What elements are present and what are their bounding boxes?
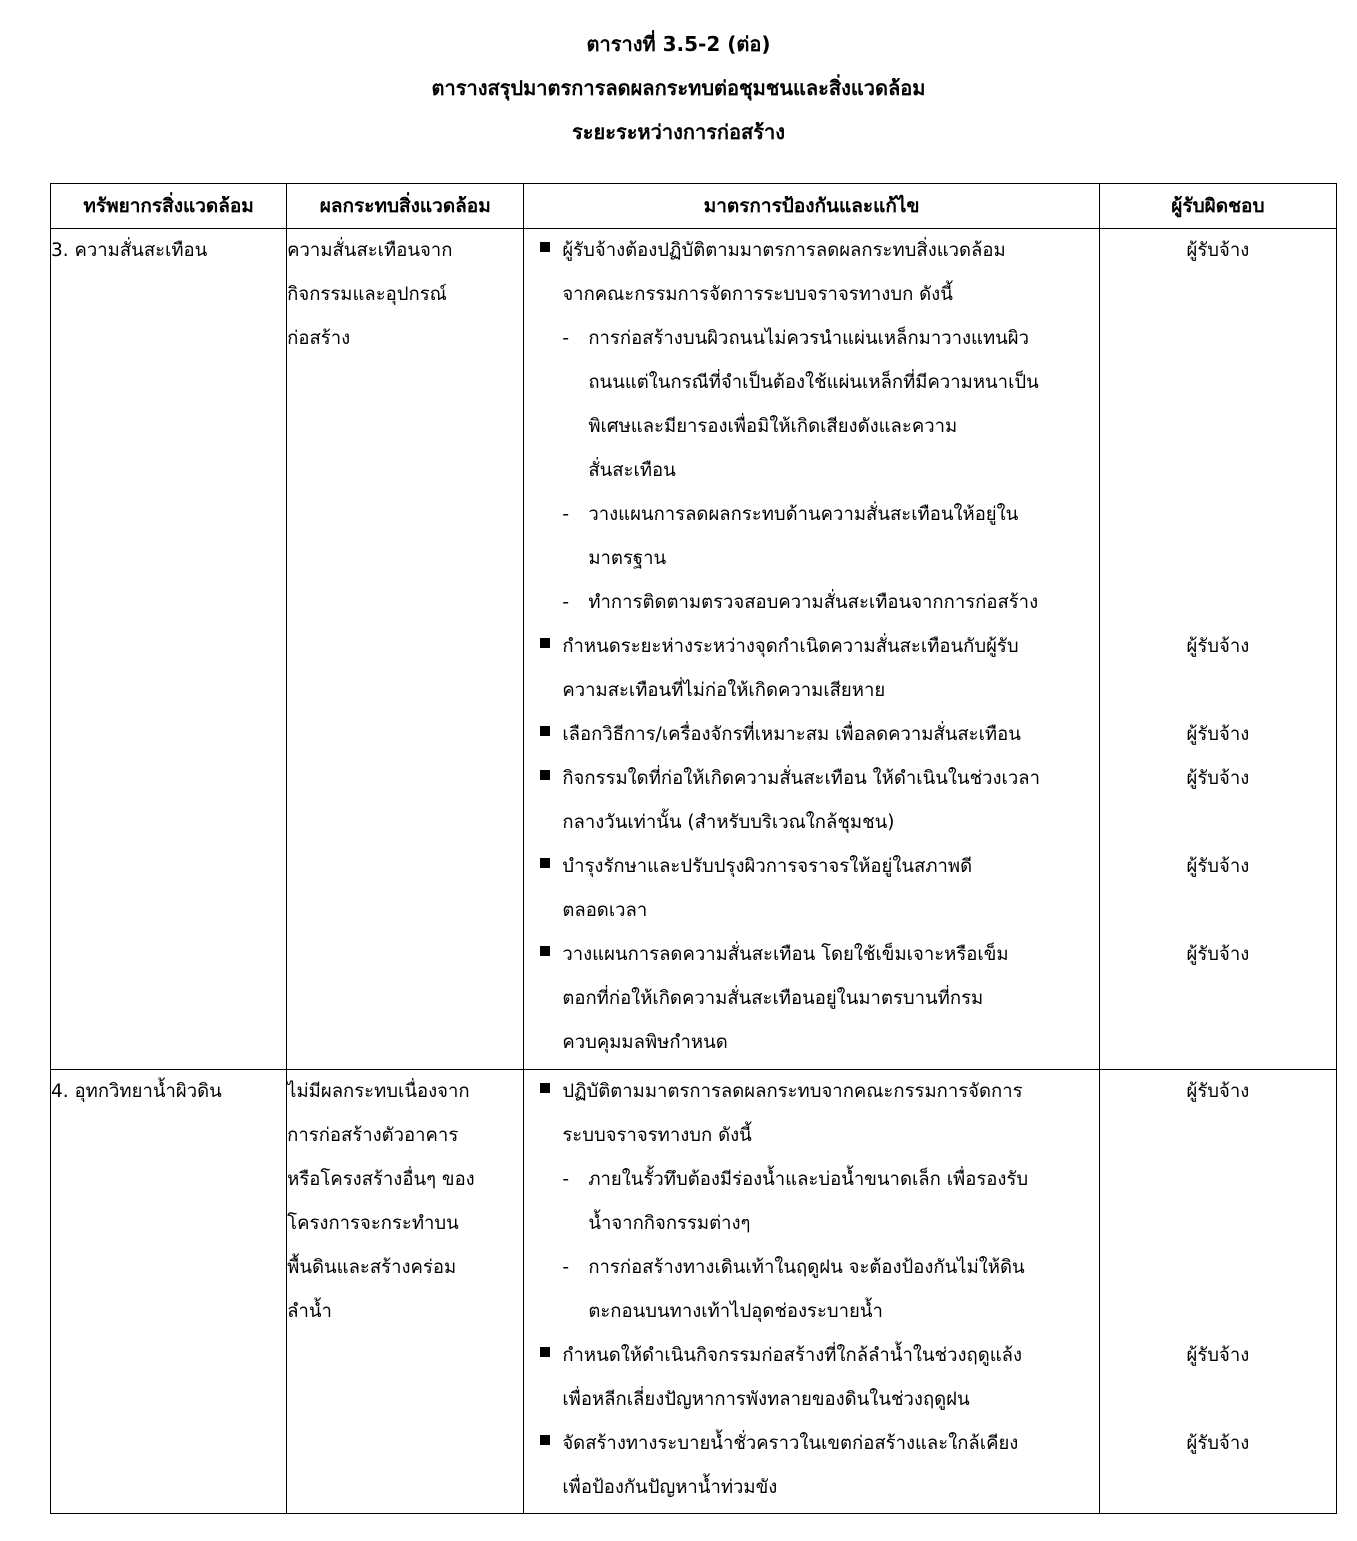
dash-bullet-icon: - — [562, 1257, 570, 1278]
measure-line: จัดสร้างทางระบายน้ำชั่วคราวในเขตก่อสร้างและใกล้เคียง — [562, 1433, 1019, 1454]
measure-line: ความสะเทือนที่ไม่ก่อให้เกิดความเสียหาย — [562, 680, 886, 701]
sub-measure-line: การก่อสร้างบนผิวถนนไม่ควรนำแผ่นเหล็กมาวางแทนผิว — [588, 328, 1030, 349]
sub-measure-line: วางแผนการลดผลกระทบด้านความสั่นสะเทือนให้อยู่ใน — [588, 504, 1019, 525]
impact-cell — [287, 229, 524, 1070]
sub-measure-line: ภายในรั้วทึบต้องมีร่องน้ำและบ่อน้ำขนาดเล็ก เพื่อรองรับ — [588, 1169, 1029, 1190]
table-row — [51, 1070, 1337, 1514]
measure-line: ตลอดเวลา — [562, 900, 648, 921]
table-row — [51, 229, 1337, 1070]
measures-table — [50, 183, 1337, 1514]
responsible-label: ผู้รับจ้าง — [1186, 1081, 1250, 1102]
square-bullet-icon — [540, 242, 550, 252]
header-responsible: ผู้รับผิดชอบ — [1099, 184, 1336, 229]
responsible-cell — [1099, 1070, 1336, 1514]
responsible-label: ผู้รับจ้าง — [1186, 1345, 1250, 1366]
square-bullet-icon — [540, 946, 550, 956]
table-title: ตารางสรุปมาตรการลดผลกระทบต่อชุมชนและสิ่งแวดล้อม — [431, 76, 926, 100]
responsible-cell — [1099, 229, 1336, 1070]
responsible-label: ผู้รับจ้าง — [1186, 944, 1250, 965]
square-bullet-icon — [540, 726, 550, 736]
measure-line: ควบคุมมลพิษกำหนด — [562, 1032, 728, 1053]
impact-line: การก่อสร้างตัวอาคาร — [287, 1125, 459, 1146]
impact-line: กิจกรรมและอุปกรณ์ — [287, 284, 447, 305]
measure-line: เลือกวิธีการ/เครื่องจักรที่เหมาะสม เพื่อลดความสั่นสะเทือน — [562, 724, 1021, 745]
sub-measure-line: มาตรฐาน — [588, 548, 667, 569]
measure-line: ตอกที่ก่อให้เกิดความสั่นสะเทือนอยู่ในมาตรบานที่กรม — [562, 988, 984, 1009]
table-number-title: ตารางที่ 3.5-2 (ต่อ) — [586, 32, 771, 56]
impact-line: ไม่มีผลกระทบเนื่องจาก — [287, 1081, 470, 1102]
sub-measure — [524, 1246, 1098, 1334]
responsible-label: ผู้รับจ้าง — [1186, 856, 1250, 877]
resource-label: 4. อุทกวิทยาน้ำผิวดิน — [51, 1081, 222, 1102]
measure-item — [524, 1070, 1098, 1158]
measure-item — [524, 1334, 1098, 1422]
measures-cell — [524, 229, 1099, 1070]
impact-cell — [287, 1070, 524, 1514]
square-bullet-icon — [540, 1083, 550, 1093]
responsible-label: ผู้รับจ้าง — [1186, 724, 1250, 745]
square-bullet-icon — [540, 770, 550, 780]
sub-measure-line: ถนนแต่ในกรณีที่จำเป็นต้องใช้แผ่นเหล็กที่มีความหนาเป็น — [588, 372, 1039, 393]
measure-line: ระบบจราจรทางบก ดังนี้ — [562, 1125, 752, 1146]
impact-line: พื้นดินและสร้างคร่อม — [287, 1257, 457, 1278]
impact-line: ความสั่นสะเทือนจาก — [287, 240, 453, 261]
sub-measure — [524, 493, 1098, 581]
measure-line: กลางวันเท่านั้น (สำหรับบริเวณใกล้ชุมชน) — [562, 812, 895, 833]
measures-cell — [524, 1070, 1099, 1514]
impact-line: ลำน้ำ — [287, 1301, 332, 1322]
measure-item — [524, 757, 1098, 845]
measure-line: เพื่อป้องกันปัญหาน้ำท่วมขัง — [562, 1477, 778, 1498]
measure-item — [524, 713, 1098, 757]
impact-line: หรือโครงสร้างอื่นๆ ของ — [287, 1169, 475, 1190]
sub-measure — [524, 317, 1098, 493]
measure-line: กิจกรรมใดที่ก่อให้เกิดความสั่นสะเทือน ให้ดำเนินในช่วงเวลา — [562, 768, 1040, 789]
measure-line: ผู้รับจ้างต้องปฏิบัติตามมาตรการลดผลกระทบสิ่งแวดล้อม — [562, 240, 1006, 261]
dash-bullet-icon: - — [562, 328, 570, 349]
sub-measure-line: พิเศษและมียารองเพื่อมิให้เกิดเสียงดังและความ — [588, 416, 958, 437]
dash-bullet-icon: - — [562, 504, 570, 525]
header-measures: มาตรการป้องกันและแก้ไข — [524, 184, 1099, 229]
sub-measure — [524, 581, 1098, 625]
responsible-label: ผู้รับจ้าง — [1186, 1433, 1250, 1454]
sub-measure-line: น้ำจากกิจกรรมต่างๆ — [588, 1213, 751, 1234]
sub-measure-line: ตะกอนบนทางเท้าไปอุดช่องระบายน้ำ — [588, 1301, 883, 1322]
square-bullet-icon — [540, 1347, 550, 1357]
sub-measure-line: ทำการติดตามตรวจสอบความสั่นสะเทือนจากการก่อสร้าง — [588, 592, 1039, 613]
measure-line: กำหนดให้ดำเนินกิจกรรมก่อสร้างที่ใกล้ลำน้ำในช่วงฤดูแล้ง — [562, 1345, 1022, 1366]
measure-item — [524, 1422, 1098, 1510]
header-impact: ผลกระทบสิ่งแวดล้อม — [287, 184, 524, 229]
square-bullet-icon — [540, 858, 550, 868]
measure-line: จากคณะกรรมการจัดการระบบจราจรทางบก ดังนี้ — [562, 284, 953, 305]
measure-line: เพื่อหลีกเลี่ยงปัญหาการพังทลายของดินในช่วงฤดูฝน — [562, 1389, 970, 1410]
measure-item — [524, 845, 1098, 933]
measure-line: ปฏิบัติตามมาตรการลดผลกระทบจากคณะกรรมการจัดการ — [562, 1081, 1023, 1102]
sub-measure-line: สั่นสะเทือน — [588, 460, 676, 481]
responsible-label: ผู้รับจ้าง — [1186, 636, 1250, 657]
sub-measure — [524, 1158, 1098, 1246]
square-bullet-icon — [540, 1435, 550, 1445]
measure-line: บำรุงรักษาและปรับปรุงผิวการจราจรให้อยู่ในสภาพดี — [562, 856, 973, 877]
resource-cell — [51, 1070, 287, 1514]
responsible-label: ผู้รับจ้าง — [1186, 768, 1250, 789]
dash-bullet-icon: - — [562, 1169, 570, 1190]
resource-cell — [51, 229, 287, 1070]
sub-measure-line: การก่อสร้างทางเดินเท้าในฤดูฝน จะต้องป้องกันไม่ให้ดิน — [588, 1257, 1025, 1278]
resource-label: 3. ความสั่นสะเทือน — [51, 240, 208, 261]
table-subtitle: ระยะระหว่างการก่อสร้าง — [572, 120, 785, 144]
measure-item — [524, 625, 1098, 713]
dash-bullet-icon: - — [562, 592, 570, 613]
measure-item — [524, 229, 1098, 317]
header-resource: ทรัพยากรสิ่งแวดล้อม — [51, 184, 287, 229]
document-title-block — [0, 22, 1357, 154]
measure-line: วางแผนการลดความสั่นสะเทือน โดยใช้เข็มเจาะหรือเข็ม — [562, 944, 1009, 965]
measure-item — [524, 933, 1098, 1065]
impact-line: ก่อสร้าง — [287, 328, 351, 349]
responsible-label: ผู้รับจ้าง — [1186, 240, 1250, 261]
table-header-row — [51, 184, 1337, 229]
square-bullet-icon — [540, 638, 550, 648]
impact-line: โครงการจะกระทำบน — [287, 1213, 459, 1234]
measure-line: กำหนดระยะห่างระหว่างจุดกำเนิดความสั่นสะเทือนกับผู้รับ — [562, 636, 1019, 657]
